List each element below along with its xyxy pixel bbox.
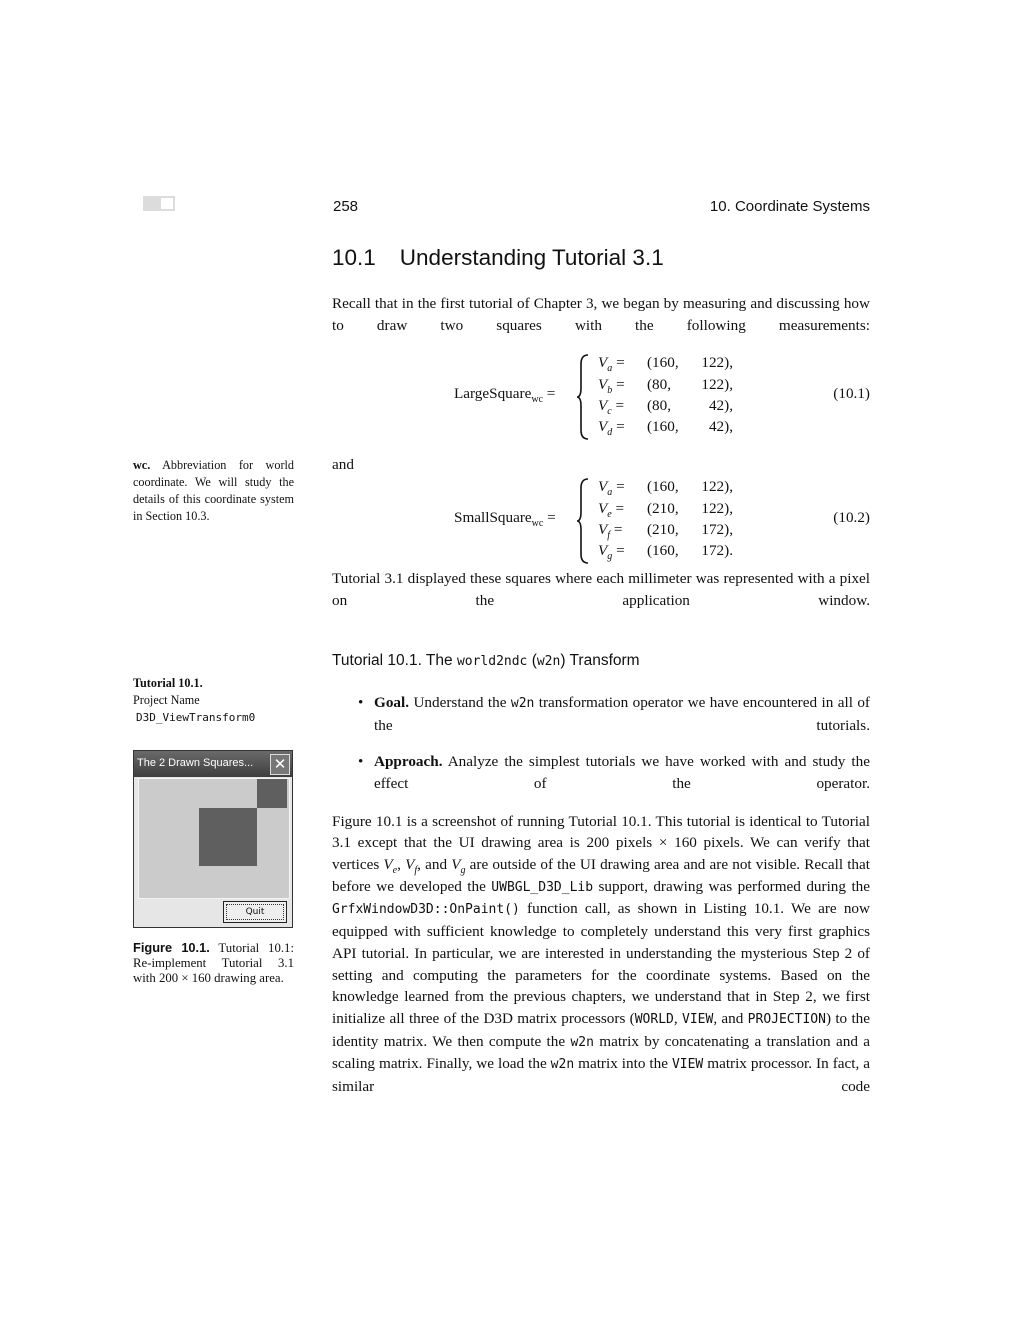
text-run: , and bbox=[417, 856, 452, 874]
margin-note-tutorial: Tutorial 10.1. Project Name D3D_ViewTransform0 bbox=[133, 676, 256, 724]
inline-code: w2n bbox=[570, 1034, 594, 1050]
tutorial-heading: Tutorial 10.1. The world2ndc (w2n) Transform bbox=[332, 651, 640, 669]
equation-row: $V_c$ = (80, 42), bbox=[598, 397, 733, 418]
equation-10-1 bbox=[332, 352, 870, 444]
math-var: V bbox=[383, 856, 393, 874]
equation-row: $V_b$ = (80, 122), bbox=[598, 375, 733, 396]
running-header: 10. Coordinate Systems bbox=[709, 198, 870, 215]
paragraph-3 bbox=[332, 811, 870, 1098]
equation-lhs: SmallSquare$_{wc}$ = bbox=[454, 509, 556, 530]
equation-row: $V_g$ = (160, 172). bbox=[598, 542, 733, 563]
x-value: (210, bbox=[647, 521, 679, 538]
y-value: 172). bbox=[701, 542, 733, 560]
section-title: Understanding Tutorial 3.1 bbox=[399, 245, 664, 270]
brace-icon bbox=[576, 478, 590, 564]
margin-note-wc: wc. Abbreviation for world coordinate. We will study the details of this coordinate system in Section 10.3. bbox=[133, 458, 294, 523]
math-var: V bbox=[451, 856, 461, 874]
bullet-goal: • Goal. Understand the w2n transformation operator we have encountered in all of the tutorials. bbox=[358, 693, 870, 734]
x-value: (160, bbox=[647, 478, 679, 496]
bullet-icon: • bbox=[358, 753, 364, 771]
window-title: The 2 Drawn Squares... bbox=[137, 757, 254, 769]
text-run: are outside of the UI drawing area and are not visible. Recall that before we developed the bbox=[332, 856, 870, 895]
drawing-area bbox=[138, 778, 290, 899]
x-value: (210, bbox=[647, 499, 679, 517]
text-run: support, drawing was performed during the bbox=[593, 877, 870, 895]
x-value: (160, bbox=[647, 542, 679, 560]
y-value: 122), bbox=[701, 478, 733, 496]
math-subscript: f bbox=[414, 865, 418, 877]
y-value: 122), bbox=[701, 499, 733, 517]
equation-row: $V_d$ = (160, 42), bbox=[598, 418, 733, 439]
equation-lhs: LargeSquare$_{wc}$ = bbox=[454, 385, 556, 406]
text-run: matrix by concatenating a translation and a scaling matrix. Finally, we load the bbox=[332, 1032, 870, 1073]
app-window-screenshot bbox=[133, 750, 293, 928]
brace-icon bbox=[576, 354, 590, 440]
text-run: , bbox=[673, 1009, 682, 1027]
page-number: 258 bbox=[333, 198, 359, 215]
equation-number: (10.1) bbox=[833, 385, 870, 403]
figure-caption: Figure 10.1. Tutorial 10.1: Re-implement Tutorial 3.1 with 200 × 160 drawing area. bbox=[133, 940, 295, 986]
intro-paragraph: Recall that in the first tutorial of Chapter 3, we began by measuring and discussing how to draw two squares with the following measurements: bbox=[332, 295, 870, 334]
x-value: (80, bbox=[647, 397, 672, 414]
y-value: 122), bbox=[701, 375, 733, 393]
x-value: (160, bbox=[647, 418, 679, 436]
text-run: ) to the identity matrix. We then compute the bbox=[332, 1009, 871, 1050]
section-heading bbox=[332, 245, 664, 271]
inline-code: w2n bbox=[550, 1057, 575, 1073]
close-icon[interactable]: ✕ bbox=[270, 754, 290, 775]
math-subscript: e bbox=[392, 865, 398, 877]
text-run: , bbox=[397, 856, 406, 874]
inline-code: PROJECTION bbox=[747, 1011, 826, 1027]
large-square bbox=[199, 808, 257, 866]
x-value: (80, bbox=[647, 375, 672, 393]
bullet-icon: • bbox=[358, 693, 364, 711]
and-text: and bbox=[332, 456, 354, 474]
equation-row: $V_f$ = (210, 172), bbox=[598, 521, 733, 542]
text-run: , and bbox=[713, 1009, 748, 1027]
equation-10-2 bbox=[332, 476, 870, 568]
y-value: 122), bbox=[701, 354, 733, 372]
text-run: matrix processor. In fact, a similar code bbox=[332, 1055, 870, 1096]
equation-row: $V_a$ = (160, 122), bbox=[598, 478, 733, 499]
quit-button[interactable] bbox=[223, 901, 287, 923]
x-value: (160, bbox=[647, 354, 679, 372]
inline-code: VIEW bbox=[682, 1011, 714, 1027]
bullet-approach: • Approach. Analyze the simplest tutorials we have worked with and study the effect of the operator. bbox=[358, 753, 870, 792]
window-titlebar bbox=[134, 751, 292, 777]
inline-code: GrfxWindowD3D::OnPaint() bbox=[332, 902, 520, 918]
equation-row: $V_e$ = (210, 122), bbox=[598, 499, 733, 520]
text-run: function call, as shown in Listing 10.1. We are now equipped with sufficient knowledge to completely understand this very first graphics API tutorial. In particular, we are interested in understanding the mysterious Step 2 of setting and computing the parameters for the coordinate systems. Based on the knowledge learned from the previous chapters, we understand that in Step 2, we first initialize all three of the D3D matrix processors ( bbox=[332, 900, 870, 1027]
inline-code: WORLD bbox=[634, 1011, 674, 1027]
section-number: 10.1 bbox=[332, 245, 376, 270]
paragraph-2: Tutorial 3.1 displayed these squares where each millimeter was represented with a pixel on the application window. bbox=[332, 570, 870, 610]
equation-row: $V_a$ = (160, 122), bbox=[598, 354, 733, 375]
and-line bbox=[332, 454, 870, 476]
main-column bbox=[332, 293, 870, 1098]
thumb-tab bbox=[143, 196, 175, 211]
equation-number: (10.2) bbox=[833, 509, 870, 527]
math-subscript: g bbox=[460, 865, 466, 877]
y-value: 42), bbox=[708, 397, 733, 414]
text-run: Figure 10.1 is a screenshot of running Tutorial 10.1. This tutorial is identical to Tutorial 3.1 except that the UI drawing area is 200 pixels × 160 pixels. We can verify that vertices bbox=[332, 812, 870, 874]
inline-code: VIEW bbox=[671, 1057, 704, 1073]
y-value: 42), bbox=[708, 418, 733, 436]
math-var: V bbox=[405, 856, 415, 874]
text-run: matrix into the bbox=[574, 1055, 672, 1073]
inline-code: UWBGL_D3D_Lib bbox=[491, 879, 594, 895]
quit-label: Quit bbox=[226, 904, 284, 920]
small-square bbox=[257, 779, 287, 808]
y-value: 172), bbox=[701, 521, 733, 538]
